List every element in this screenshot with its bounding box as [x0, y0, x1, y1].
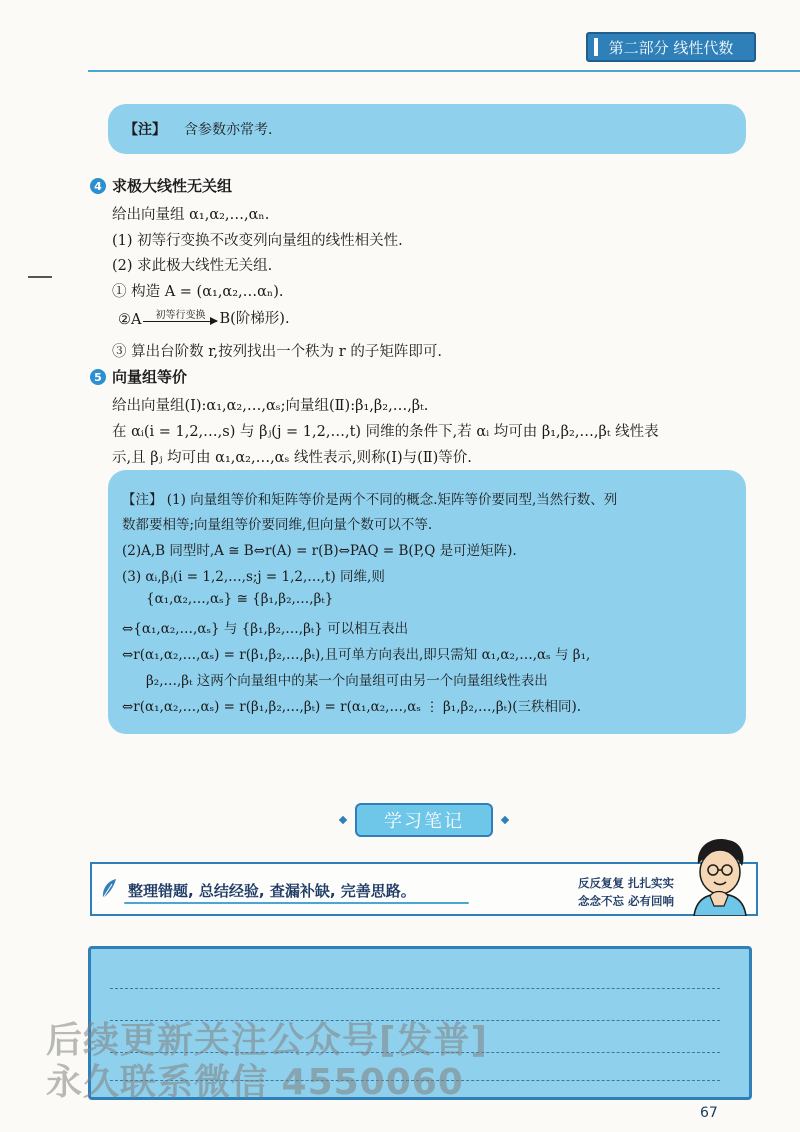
note-2-line-2: 数都要相等;向量组等价要同维,但向量个数可以不等. [122, 517, 433, 533]
note-box-1 [108, 104, 746, 154]
teacher-avatar-icon [684, 834, 754, 920]
slogan-text: 整理错题, 总结经验, 查漏补缺, 完善思路。 [128, 882, 416, 900]
note-2-line-4: (3) αᵢ,βⱼ(i = 1,2,…,s;j = 1,2,…,t) 同维,则 [122, 569, 385, 585]
section-5-line-3: 示,且 βⱼ 均可由 α₁,α₂,…,αₛ 线性表示,则称(Ⅰ)与(Ⅱ)等价. [112, 450, 472, 466]
watermark-line-1: 后续更新关注公众号[发普] [46, 1020, 488, 1061]
note-2-line-7: ⇔r(α₁,α₂,…,αₛ) = r(β₁,β₂,…,βₜ),且可单方向表出,即只需知 α₁,α₂,…,αₛ 与 β₁, [122, 647, 591, 663]
note-2-line-5: {α₁,α₂,…,αₛ} ≅ {β₁,β₂,…,βₜ} [146, 591, 334, 607]
section-number-4: 4 [90, 178, 106, 194]
section-5-line-1: 给出向量组(Ⅰ):α₁,α₂,…,αₛ;向量组(Ⅱ):β₁,β₂,…,βₜ. [112, 398, 429, 414]
motto-line-2: 念念不忘 必有回响 [578, 894, 675, 908]
note-label: 【注】 [124, 122, 166, 138]
note-2-line-1: 【注】 (1) 向量组等价和矩阵等价是两个不同的概念.矩阵等价要同型,当然行数、列 [122, 492, 618, 508]
note-2-line-9: ⇔r(α₁,α₂,…,αₛ) = r(β₁,β₂,…,βₜ) = r(α₁,α₂,…,αₛ ⋮ β₁,β₂,…,βₜ)(三秩相同). [122, 699, 582, 715]
banner-left-ornament [339, 816, 347, 824]
note-text: 含参数亦常考. [184, 122, 273, 138]
banner-right-ornament [501, 816, 509, 824]
page-number: 67 [700, 1105, 718, 1121]
section-5-title: 向量组等价 [112, 368, 188, 386]
arrow-prefix: ②A [118, 312, 142, 328]
right-arrow-icon [143, 321, 217, 323]
margin-mark [28, 276, 52, 278]
watermark-line-2: 永久联系微信 4550060 [46, 1062, 464, 1103]
section-title: 第二部分 线性代数 [608, 38, 734, 57]
arrow-label: 初等行变换 [155, 309, 206, 321]
row-operation-arrow-line [118, 307, 290, 328]
section-tab [586, 32, 756, 62]
note-2-line-8: β₂,…,βₜ 这两个向量组中的某一个向量组可由另一个向量组线性表出 [146, 673, 548, 689]
slogan-underline [124, 902, 469, 904]
arrow-suffix: B(阶梯形). [219, 311, 290, 327]
section-4-line-1: 给出向量组 α₁,α₂,…,αₙ. [112, 207, 270, 223]
section-4-line-2: (1) 初等行变换不改变列向量组的线性相关性. [112, 233, 403, 249]
section-4-title: 求极大线性无关组 [112, 177, 233, 195]
leaf-icon [100, 878, 118, 904]
section-5-line-2: 在 αᵢ(i = 1,2,…,s) 与 βⱼ(j = 1,2,…,t) 同维的条件下,若 αᵢ 均可由 β₁,β₂,…,βₜ 线性表 [112, 424, 659, 440]
section-number-5: 5 [90, 369, 106, 385]
section-4-line-5: ③ 算出台阶数 r,按列找出一个秩为 r 的子矩阵即可. [112, 344, 442, 360]
section-4-line-3: (2) 求此极大线性无关组. [112, 258, 273, 274]
note-2-line-6: ⇔{α₁,α₂,…,αₛ} 与 {β₁,β₂,…,βₜ} 可以相互表出 [122, 621, 409, 637]
header-rule [88, 70, 800, 72]
motto-line-1: 反反复复 扎扎实实 [578, 876, 675, 890]
row-operation-arrow [143, 310, 217, 329]
note-2-line-3: (2)A,B 同型时,A ≅ B⇔r(A) = r(B)⇔PAQ = B(P,Q 是可逆矩阵). [122, 543, 517, 559]
section-4-line-4: ① 构造 A = (α₁,α₂,…αₙ). [112, 284, 284, 300]
note-rule-line [110, 988, 720, 989]
study-notes-banner: 学习笔记 [355, 803, 493, 837]
